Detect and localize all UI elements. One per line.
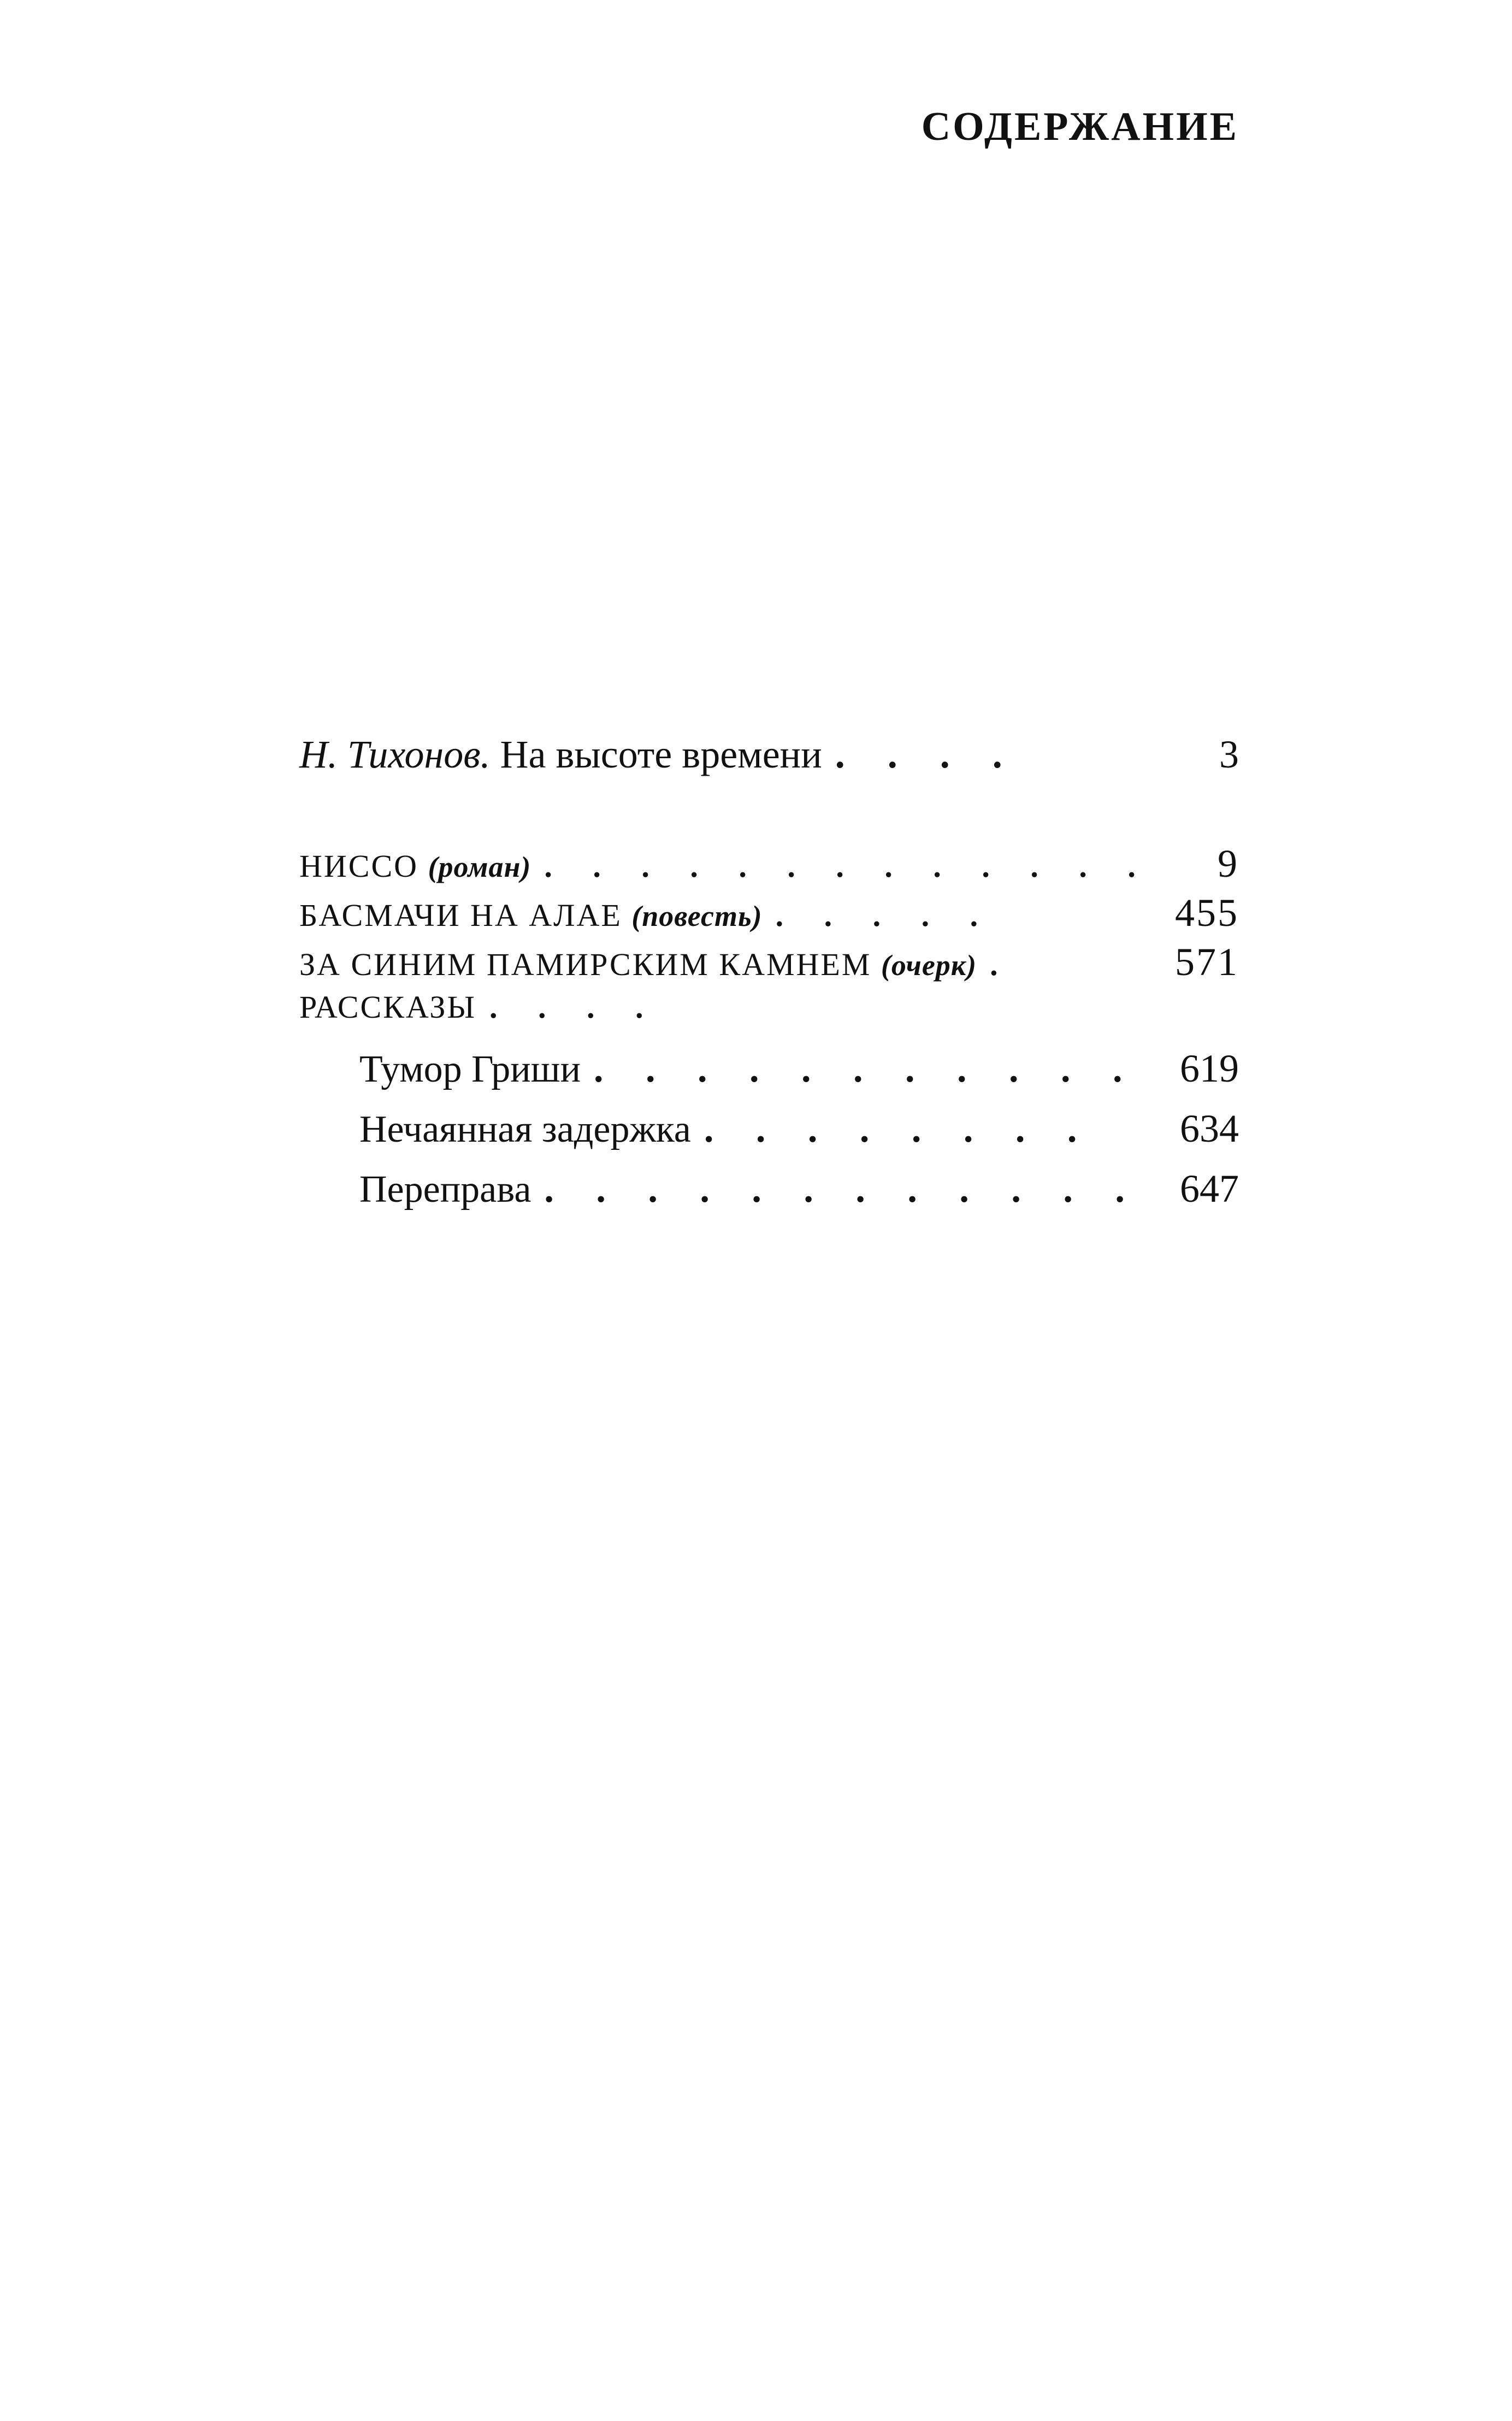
toc-entry-nisso	[299, 841, 1239, 887]
leader-dots: . . . . .	[775, 897, 995, 933]
entry-page-number: 619	[1180, 1047, 1239, 1090]
entry-page-number: 634	[1180, 1107, 1239, 1150]
toc-entry-nechayannaya	[299, 1106, 1239, 1152]
entry-page-number: 571	[1175, 940, 1239, 984]
entry-page-number: 647	[1180, 1167, 1239, 1210]
leader-dots: . . . .	[489, 989, 660, 1025]
contents-heading: СОДЕРЖАНИЕ	[921, 104, 1239, 149]
entry-author: Н. Тихонов.	[299, 733, 491, 776]
entry-page-number: 455	[1175, 891, 1239, 935]
section-title: РАССКАЗЫ	[299, 989, 476, 1025]
toc-section-stories	[299, 989, 791, 1025]
entry-genre: (роман)	[428, 851, 531, 883]
entry-title: Переправа	[359, 1168, 531, 1210]
leader-dots: . . . .	[835, 733, 1019, 776]
entry-page-number: 3	[1219, 733, 1239, 776]
entry-title: На высоте времени	[500, 733, 822, 776]
entry-title: БАСМАЧИ НА АЛАЕ	[299, 897, 622, 933]
entry-title: НИССО	[299, 848, 419, 884]
leader-dots: . . . . . . . . . . .	[594, 1048, 1139, 1090]
leader-dots: . . . . . . . . . . . . .	[544, 848, 1152, 884]
entry-page-number: 9	[1218, 842, 1239, 885]
toc-entry-intro	[299, 732, 1239, 777]
entry-title: ЗА СИНИМ ПАМИРСКИМ КАМНЕМ	[299, 947, 872, 982]
entry-genre: (повесть)	[631, 900, 763, 932]
entry-title: Нечаянная задержка	[359, 1108, 691, 1150]
leader-dots: . . . . . . . .	[704, 1108, 1094, 1150]
entry-title: Тумор Гриши	[359, 1048, 581, 1090]
toc-entry-basmachi	[299, 890, 1239, 936]
leader-dots: . . . . . . . . . . . .	[544, 1168, 1141, 1210]
entry-genre: (очерк)	[881, 949, 977, 982]
toc-entry-za-sinim	[299, 940, 1239, 985]
toc-entry-pereprava	[299, 1166, 1239, 1212]
toc-entry-tumor-grishi	[299, 1046, 1239, 1091]
leader-dots: .	[990, 947, 1014, 982]
